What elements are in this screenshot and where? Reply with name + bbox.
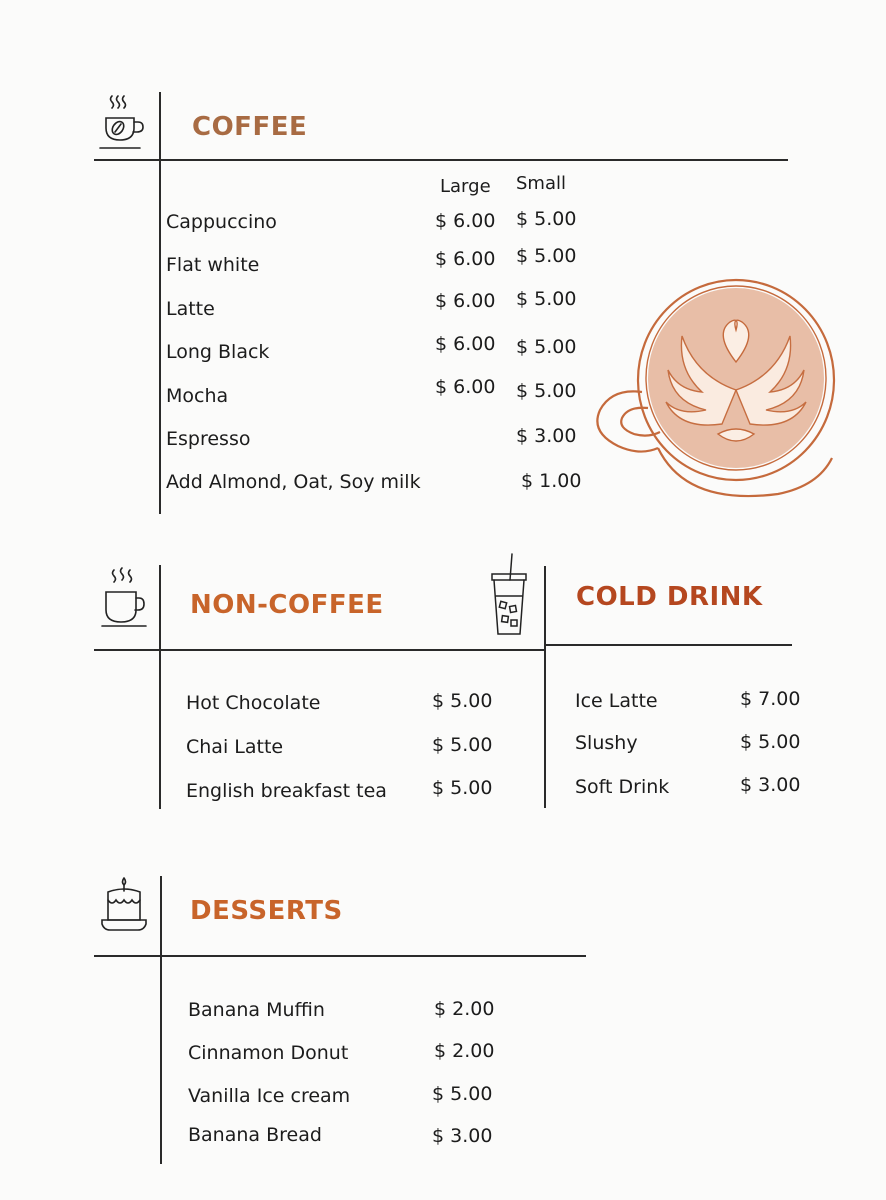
dessert-item-price: $ 5.00 — [432, 1083, 493, 1105]
coffee-item-small: $ 5.00 — [516, 288, 577, 310]
non-coffee-item-price: $ 5.00 — [432, 690, 493, 712]
coffee-item-small: $ 5.00 — [516, 380, 577, 402]
dessert-item-price: $ 3.00 — [432, 1125, 493, 1147]
coffee-item-name: Long Black — [166, 341, 270, 363]
latte-art-cup-icon — [596, 272, 842, 512]
cold-drink-item-price: $ 7.00 — [740, 688, 801, 710]
cold-drink-divider-vertical — [544, 566, 546, 808]
non-coffee-title: NON-COFFEE — [190, 590, 384, 620]
dessert-item-name: Vanilla Ice cream — [188, 1085, 351, 1107]
coffee-item-small: $ 5.00 — [516, 245, 577, 267]
cake-icon — [100, 876, 148, 936]
dessert-item-name: Banana Bread — [188, 1124, 322, 1146]
non-coffee-item-name: Chai Latte — [186, 736, 284, 758]
coffee-item-large: $ 6.00 — [435, 248, 496, 270]
cold-drink-item-name: Soft Drink — [575, 776, 670, 798]
coffee-item-large: $ 6.00 — [435, 290, 496, 312]
dessert-item-name: Banana Muffin — [188, 999, 325, 1021]
coffee-item-name: Flat white — [166, 254, 260, 276]
dessert-item-name: Cinnamon Donut — [188, 1042, 349, 1064]
cold-drink-title: COLD DRINK — [576, 582, 763, 612]
cold-drink-divider-horizontal — [544, 644, 792, 646]
coffee-item-name: Cappuccino — [166, 211, 277, 233]
cold-drink-item-name: Ice Latte — [575, 690, 658, 712]
hot-mug-icon — [100, 566, 150, 628]
coffee-divider-horizontal — [94, 159, 788, 161]
col-large-label: Large — [440, 176, 491, 197]
non-coffee-item-name: English breakfast tea — [186, 780, 387, 802]
coffee-item-large: $ 6.00 — [435, 210, 496, 232]
non-coffee-divider-horizontal — [94, 649, 544, 651]
coffee-item-name: Latte — [166, 298, 215, 320]
coffee-cup-icon — [98, 92, 148, 154]
coffee-item-large: $ 6.00 — [435, 333, 496, 355]
cold-drink-item-price: $ 3.00 — [740, 774, 801, 796]
coffee-item-large: $ 6.00 — [435, 376, 496, 398]
desserts-divider-vertical — [160, 876, 162, 1164]
coffee-item-small: $ 5.00 — [516, 208, 577, 230]
dessert-item-price: $ 2.00 — [434, 998, 495, 1020]
iced-drink-cup-icon — [486, 552, 532, 640]
desserts-divider-horizontal — [94, 955, 586, 957]
coffee-item-small: $ 1.00 — [521, 470, 582, 492]
non-coffee-item-price: $ 5.00 — [432, 777, 493, 799]
coffee-item-name: Espresso — [166, 428, 251, 450]
desserts-title: DESSERTS — [190, 896, 343, 926]
cold-drink-item-name: Slushy — [575, 732, 638, 754]
coffee-item-name: Add Almond, Oat, Soy milk — [166, 471, 421, 493]
coffee-title: COFFEE — [192, 112, 308, 142]
coffee-divider-vertical — [159, 92, 161, 514]
coffee-item-name: Mocha — [166, 385, 229, 407]
non-coffee-item-price: $ 5.00 — [432, 734, 493, 756]
cold-drink-item-price: $ 5.00 — [740, 731, 801, 753]
non-coffee-divider-vertical — [159, 565, 161, 809]
non-coffee-item-name: Hot Chocolate — [186, 692, 321, 714]
col-small-label: Small — [516, 173, 566, 194]
dessert-item-price: $ 2.00 — [434, 1040, 495, 1062]
coffee-item-small: $ 3.00 — [516, 425, 577, 447]
coffee-item-small: $ 5.00 — [516, 336, 577, 358]
